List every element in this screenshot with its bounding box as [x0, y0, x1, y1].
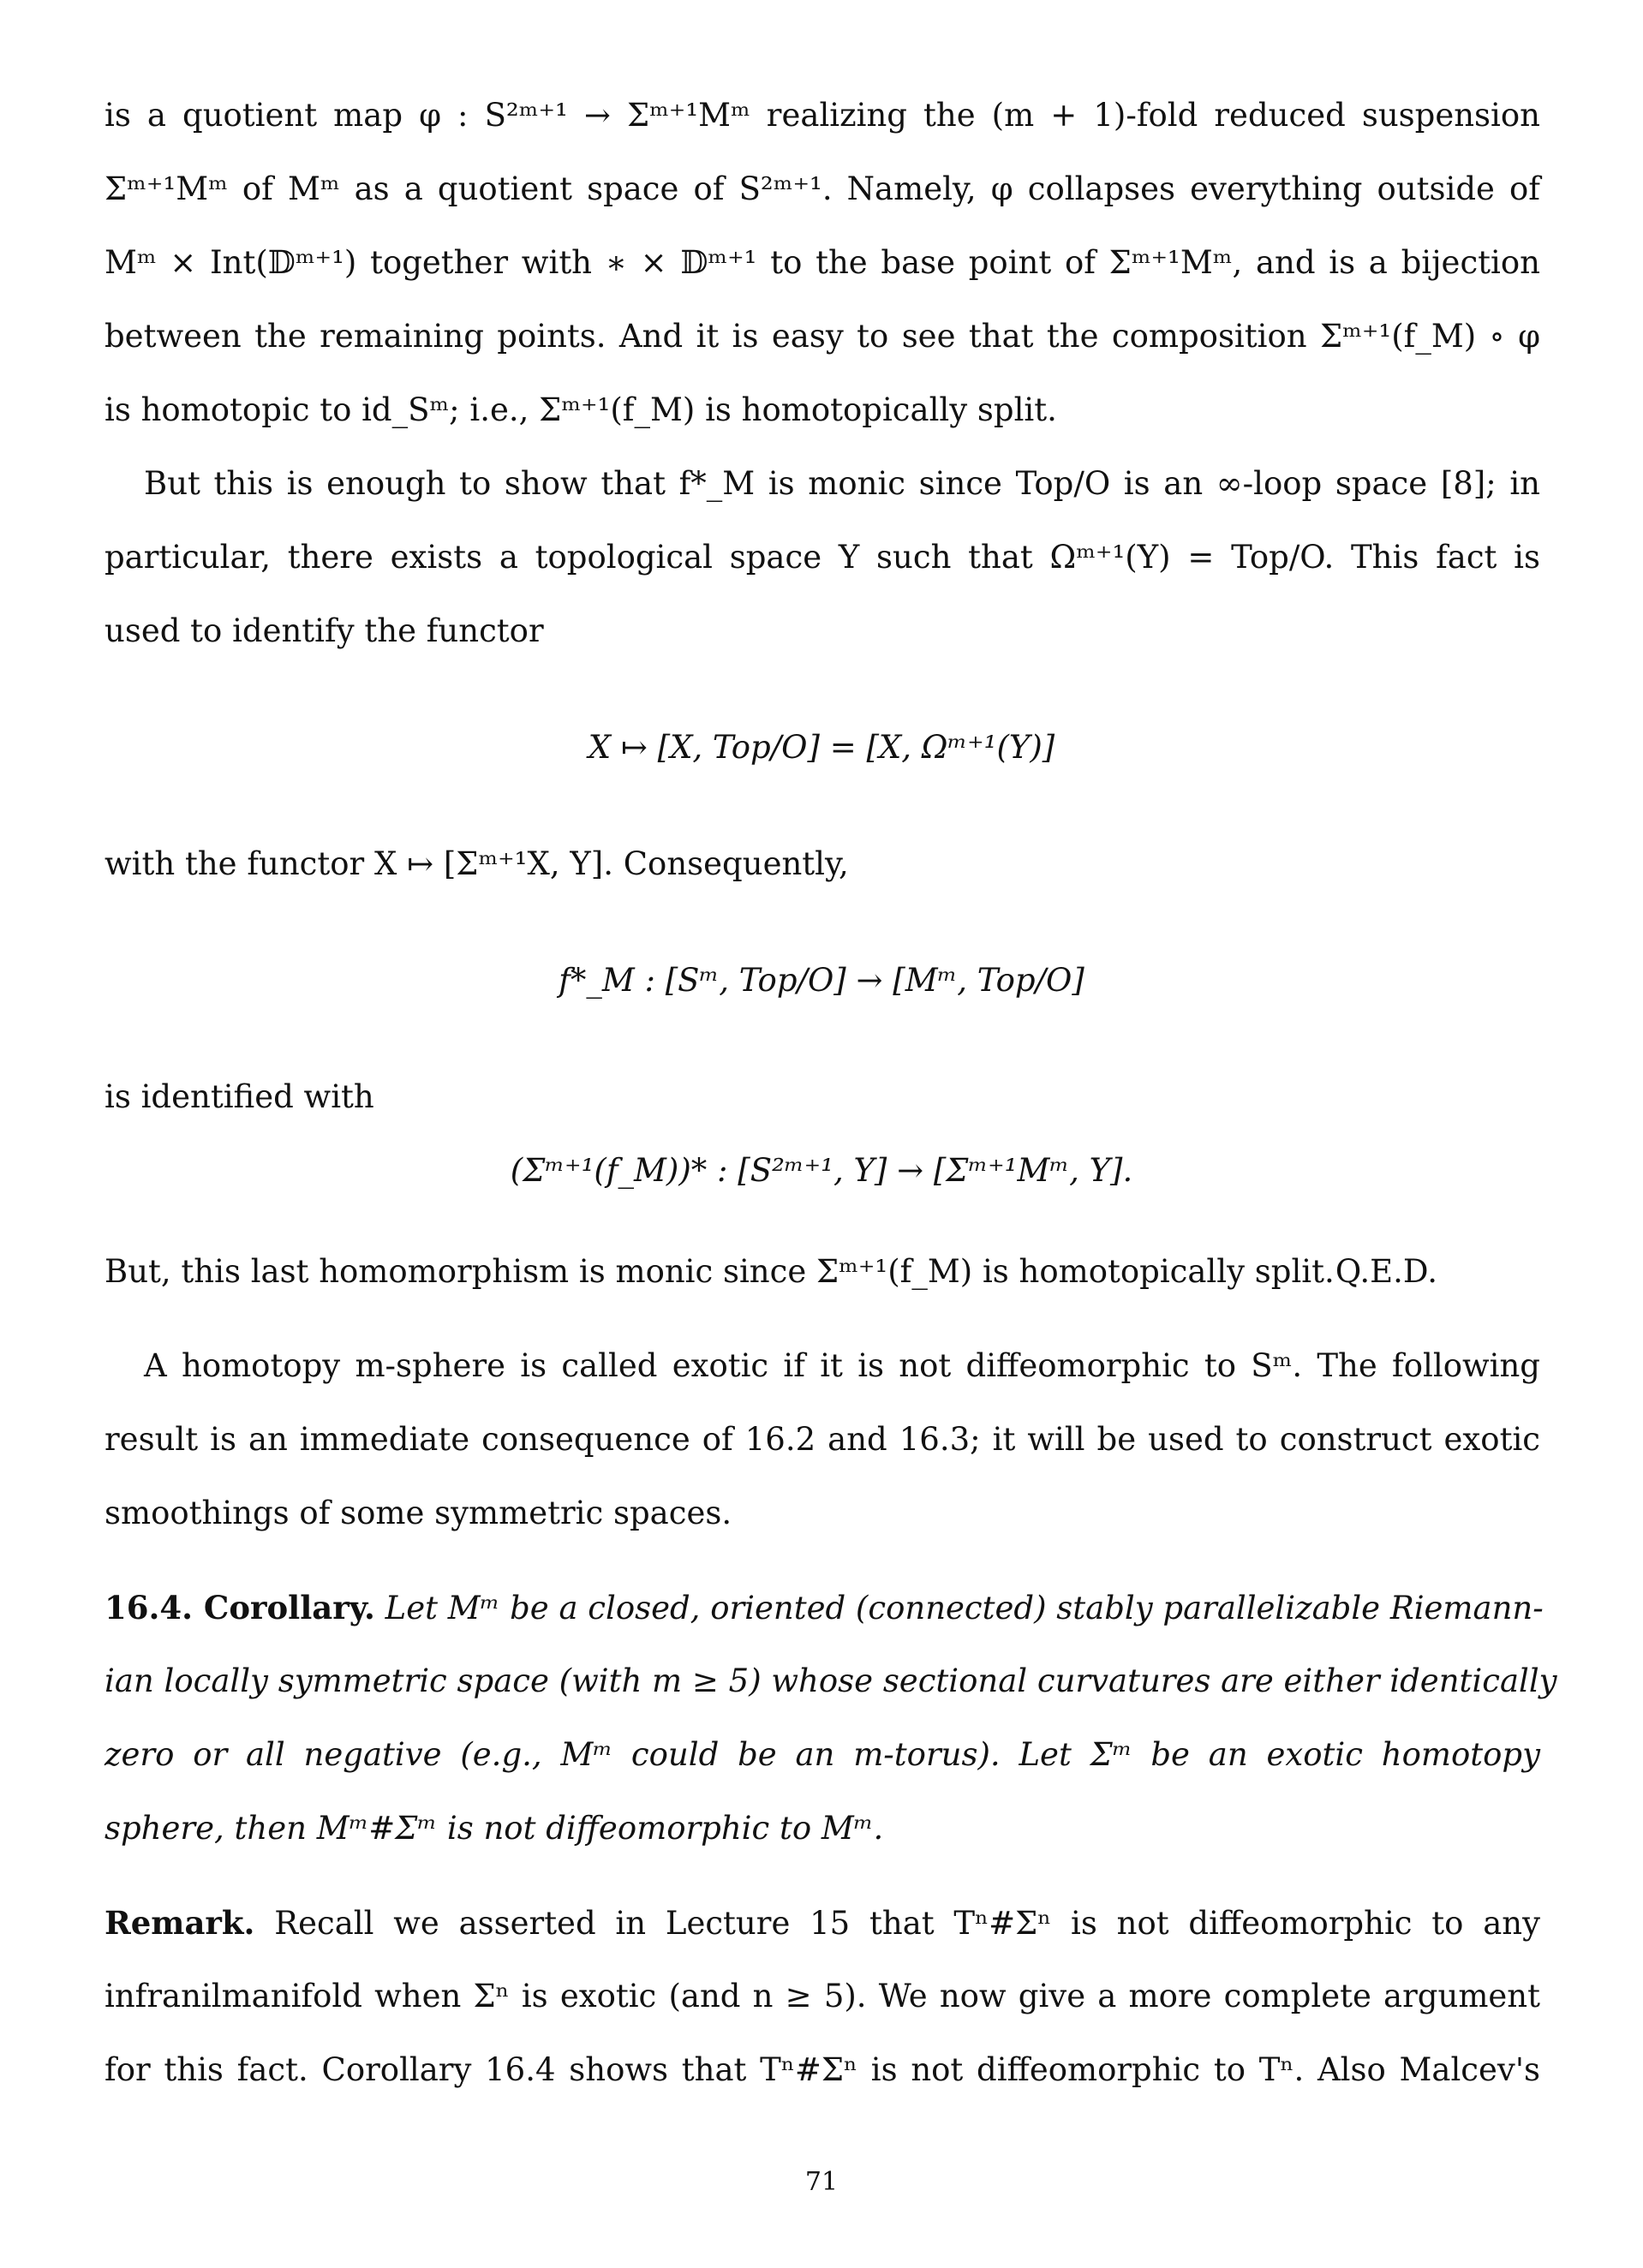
functor-line: with the functor X ↦ [Σᵐ⁺¹X, Y]. Consequently, — [105, 845, 849, 882]
equation-3: (Σᵐ⁺¹(f_M))* : [S²ᵐ⁺¹, Y] → [Σᵐ⁺¹Mᵐ, Y]. — [510, 1152, 1133, 1189]
p1-line-4: between the remaining points. And it is easy to see that the composition Σᵐ⁺¹(f_M) ∘ φ — [105, 318, 1540, 355]
p2-line-2: particular, there exists a topological space Y such that Ωᵐ⁺¹(Y) = Top/O. This fact is — [105, 539, 1540, 576]
corollary-line-4: sphere, then Mᵐ#Σᵐ is not diffeomorphic to Mᵐ. — [105, 1810, 884, 1847]
p3-line-3: smoothings of some symmetric spaces. — [105, 1495, 732, 1531]
qed-mark: Q.E.D. — [1335, 1253, 1437, 1290]
monic-text: But, this last homomorphism is monic since Σᵐ⁺¹(f_M) is homotopically split. — [105, 1253, 1335, 1290]
corollary-label: 16.4. Corollary. — [105, 1589, 375, 1626]
p2-line-3: used to identify the functor — [105, 612, 544, 649]
p2-line-1: But this is enough to show that f*_M is monic since Top/O is an ∞-loop space [8]; in — [144, 465, 1540, 502]
monic-line — [105, 1250, 1540, 1293]
remark-line-3: for this fact. Corollary 16.4 shows that Tⁿ#Σⁿ is not diffeomorphic to Tⁿ. Also Malcev's — [105, 2051, 1540, 2088]
corollary-text-1: Let Mᵐ be a closed, oriented (connected) stably parallelizable Riemann- — [385, 1590, 1544, 1626]
equation-2: f*_M : [Sᵐ, Top/O] → [Mᵐ, Top/O] — [559, 962, 1084, 999]
remark-line-1 — [105, 1901, 1540, 1945]
corollary-line-1 — [105, 1586, 1544, 1630]
p3-line-1: A homotopy m-sphere is called exotic if it is not diffeomorphic to Sᵐ. The following — [144, 1347, 1540, 1384]
remark-line-2: infranilmanifold when Σⁿ is exotic (and n ≥ 5). We now give a more complete argument — [105, 1978, 1540, 2014]
remark-label: Remark. — [105, 1904, 255, 1942]
equation-1: X ↦ [X, Top/O] = [X, Ωᵐ⁺¹(Y)] — [588, 729, 1055, 766]
identified-line: is identified with — [105, 1078, 374, 1115]
corollary-line-2: ian locally symmetric space (with m ≥ 5) whose sectional curvatures are either identically — [105, 1662, 1557, 1699]
p1-line-5: is homotopic to id_Sᵐ; i.e., Σᵐ⁺¹(f_M) is homotopically split. — [105, 391, 1057, 428]
remark-text-1: Recall we asserted in Lecture 15 that Tⁿ#Σⁿ is not diffeomorphic to any — [274, 1905, 1541, 1942]
corollary-line-3: zero or all negative (e.g., Mᵐ could be an m-torus). Let Σᵐ be an exotic homotopy — [105, 1736, 1540, 1773]
p3-line-2: result is an immediate consequence of 16.2 and 16.3; it will be used to construct exotic — [105, 1421, 1540, 1458]
p1-line-2: Σᵐ⁺¹Mᵐ of Mᵐ as a quotient space of S²ᵐ⁺¹. Namely, φ collapses everything outside of — [105, 170, 1540, 207]
p1-line-1: is a quotient map φ : S²ᵐ⁺¹ → Σᵐ⁺¹Mᵐ realizing the (m + 1)-fold reduced suspension — [105, 97, 1540, 134]
p1-line-3: Mᵐ × Int(𝔻ᵐ⁺¹) together with ∗ × 𝔻ᵐ⁺¹ to the base point of Σᵐ⁺¹Mᵐ, and is a bijection — [105, 244, 1540, 281]
page-number: 71 — [804, 2167, 839, 2197]
